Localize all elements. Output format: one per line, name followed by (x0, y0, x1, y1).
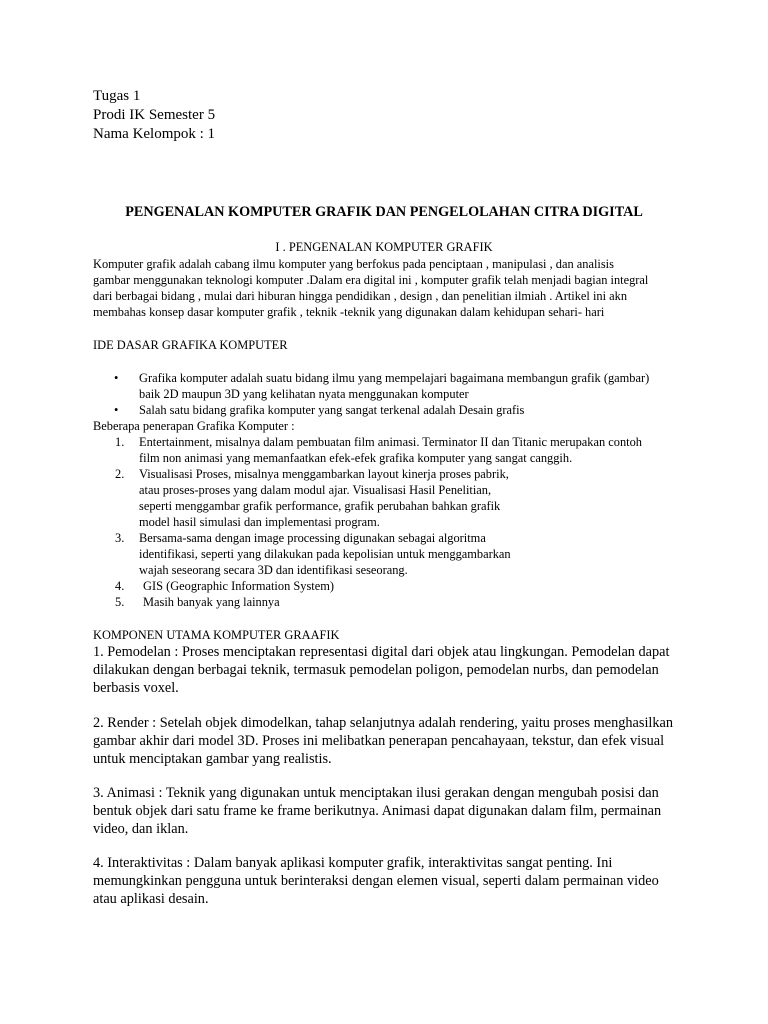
komponen-item-line: bentuk objek dari satu frame ke frame berikutnya. Animasi dapat digunakan dalam film, permainan (93, 803, 662, 819)
numbered-item-line: film non animasi yang memanfaatkan efek-efek grafika komputer yang sangat canggih. (139, 451, 573, 465)
numbered-item-line: seperti menggambar grafik performance, grafik perubahan bahkan grafik (139, 499, 501, 513)
numbered-item-line: Entertainment, misalnya dalam pembuatan film animasi. Terminator II dan Titanic merupakan contoh (139, 435, 642, 449)
bullet-item-line: Salah satu bidang grafika komputer yang sangat terkenal adalah Desain grafis (139, 403, 525, 417)
numbered-item-line: Masih banyak yang lainnya (143, 595, 280, 609)
document-title: PENGENALAN KOMPUTER GRAFIK DAN PENGELOLAHAN CITRA DIGITAL (125, 204, 643, 220)
komponen-item-line: gambar akhir dari model 3D. Proses ini melibatkan penerapan pencahayaan, tekstur, dan efek visual (93, 733, 665, 749)
numbered-item-line: identifikasi, seperti yang dilakukan pada kepolisian untuk menggambarkan (139, 547, 511, 561)
komponen-item-line: dilakukan dengan berbagai teknik, termasuk pemodelan poligon, pemodelan nurbs, dan pemodelan (93, 662, 659, 678)
paragraph-line: Komputer grafik adalah cabang ilmu komputer yang berfokus pada penciptaan , manipulasi , dan analisis (93, 257, 614, 271)
paragraph-line: gambar menggunakan teknologi komputer .Dalam era digital ini , komputer grafik telah menjadi bagian integral (93, 273, 649, 287)
numbered-item-line: GIS (Geographic Information System) (143, 579, 334, 593)
paragraph-line: dari berbagai bidang , mulai dari hiburan hingga pendidikan , design , dan penelitian ilmiah . Artikel ini akn (93, 289, 628, 303)
komponen-item-line: berbasis voxel. (93, 680, 179, 696)
numbered-item-line: Bersama-sama dengan image processing digunakan sebagai algoritma (139, 531, 486, 545)
header-line-prodi: Prodi IK Semester 5 (93, 107, 216, 123)
list-number: 3. (115, 531, 125, 545)
list-number: 5. (115, 595, 125, 609)
paragraph-line: membahas konsep dasar komputer grafik , teknik -teknik yang digunakan dalam kehidupan sehari- hari (93, 305, 605, 319)
bullet-marker: • (114, 371, 119, 385)
numbered-list-intro: Beberapa penerapan Grafika Komputer : (93, 419, 295, 433)
komponen-item-line: 3. Animasi : Teknik yang digunakan untuk menciptakan ilusi gerakan dengan mengubah posisi dan (93, 785, 659, 801)
section-heading-komponen: KOMPONEN UTAMA KOMPUTER GRAAFIK (93, 628, 340, 642)
komponen-item-line: memungkinkan pengguna untuk berinteraksi dengan elemen visual, seperti dalam permainan video (93, 873, 659, 889)
list-number: 1. (115, 435, 125, 449)
header-line-kelompok: Nama Kelompok : 1 (93, 126, 216, 142)
bullet-item-line: baik 2D maupun 3D yang kelihatan nyata menggunakan komputer (139, 387, 469, 401)
bullet-item-line: Grafika komputer adalah suatu bidang ilmu yang mempelajari bagaimana membangun grafik (gambar) (139, 371, 650, 385)
numbered-item-line: Visualisasi Proses, misalnya menggambarkan layout kinerja proses pabrik, (139, 467, 509, 481)
section-heading-ide-dasar: IDE DASAR GRAFIKA KOMPUTER (93, 338, 288, 352)
komponen-item-line: atau aplikasi desain. (93, 891, 209, 907)
list-number: 4. (115, 579, 125, 593)
numbered-item-line: model hasil simulasi dan implementasi program. (139, 515, 380, 529)
numbered-item-line: atau proses-proses yang dalam modul ajar. Visualisasi Hasil Penelitian, (139, 483, 492, 497)
komponen-item-line: 1. Pemodelan : Proses menciptakan representasi digital dari objek atau lingkungan. Pemodelan dapat (93, 644, 670, 660)
komponen-item-line: 4. Interaktivitas : Dalam banyak aplikasi komputer grafik, interaktivitas sangat penting. Ini (93, 855, 613, 871)
komponen-item-line: video, dan iklan. (93, 821, 189, 837)
bullet-marker: • (114, 403, 119, 417)
numbered-item-line: wajah seseorang secara 3D dan identifikasi seseorang. (139, 563, 408, 577)
section-heading-pengenalan: I . PENGENALAN KOMPUTER GRAFIK (275, 240, 493, 254)
header-line-tugas: Tugas 1 (93, 88, 141, 104)
list-number: 2. (115, 467, 125, 481)
komponen-item-line: 2. Render : Setelah objek dimodelkan, tahap selanjutnya adalah rendering, yaitu proses menghasilkan (93, 715, 674, 731)
komponen-item-line: untuk menciptakan gambar yang realistis. (93, 751, 332, 767)
